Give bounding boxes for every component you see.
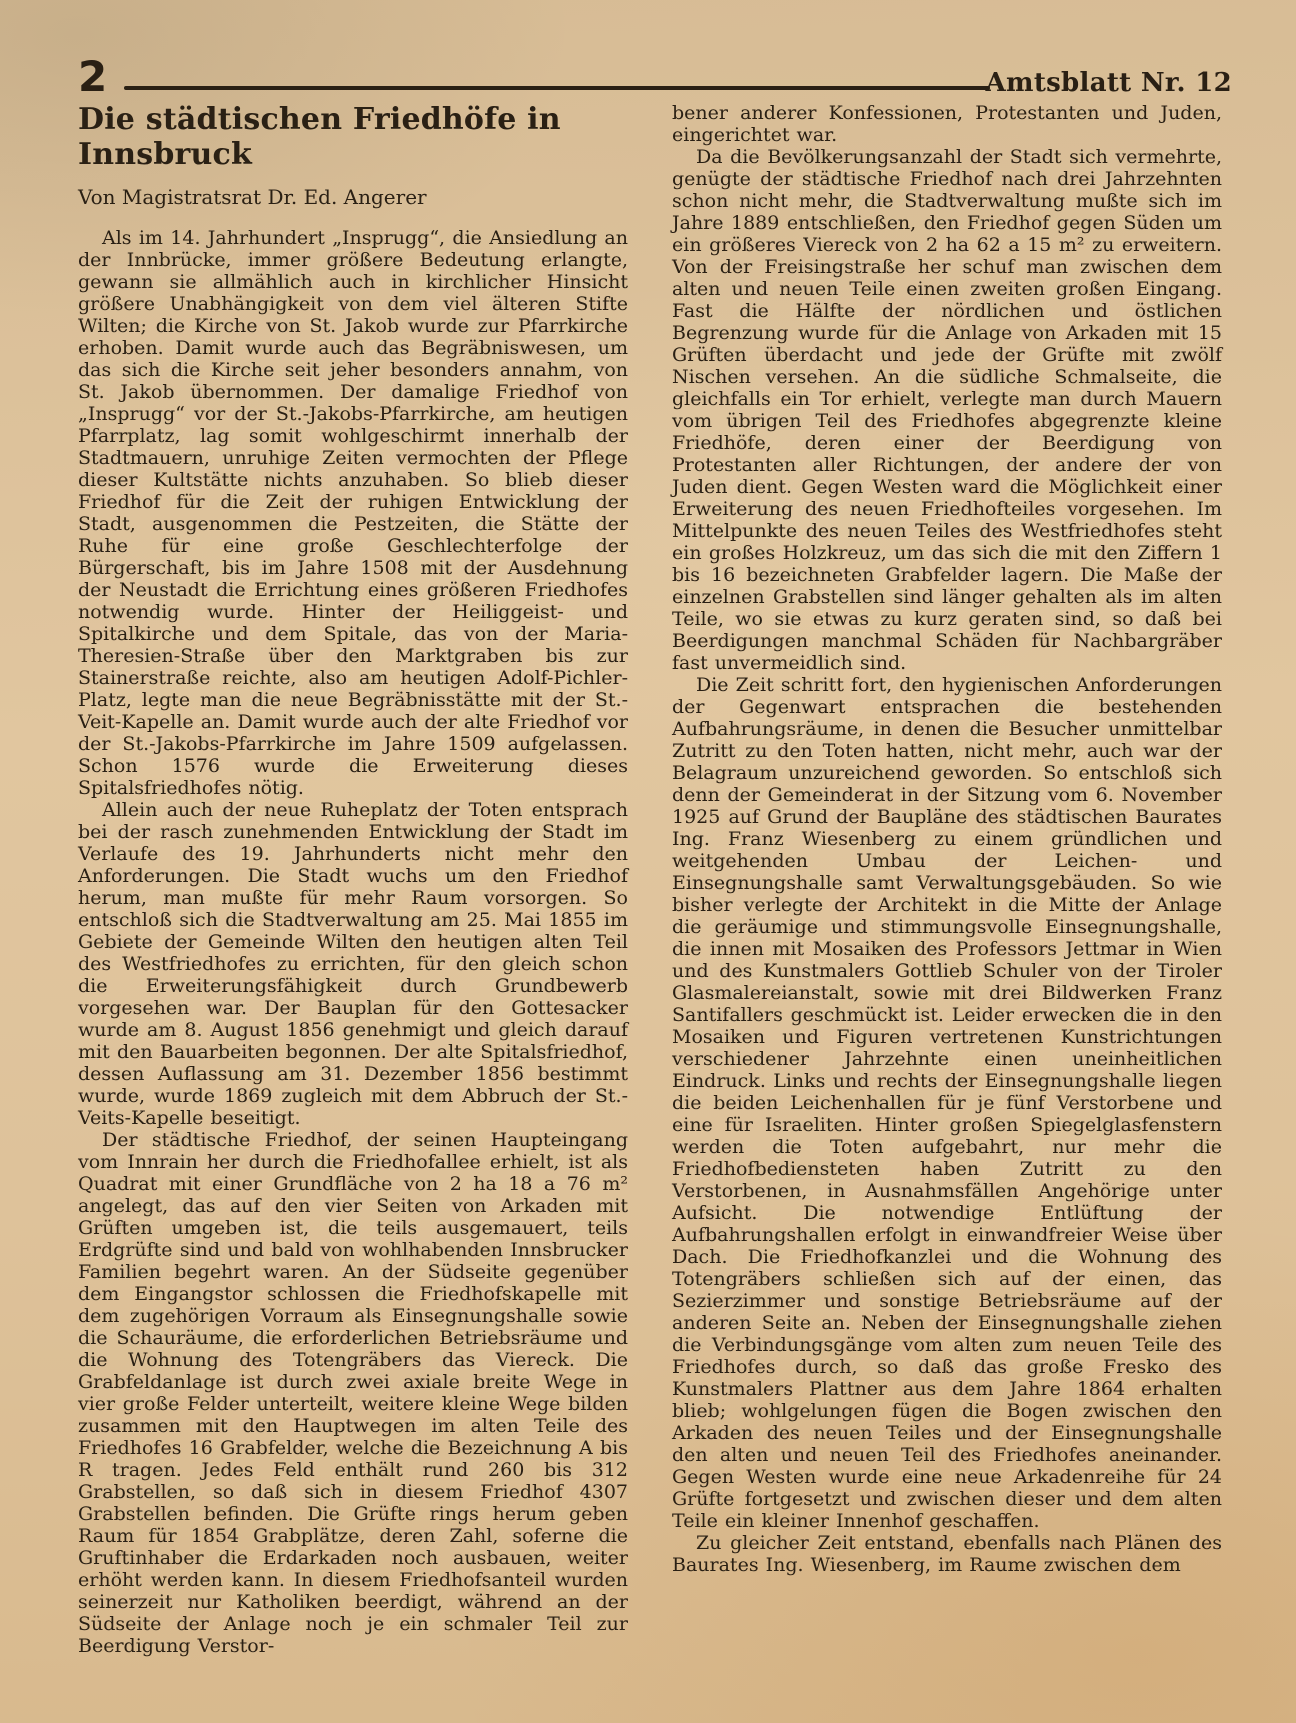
article-columns [78,102,1222,1693]
article-paragraph: Der städtische Friedhof, der seinen Haupteingang vom Innrain her durch die Friedhofallee erhielt, ist als Quadrat mit einer Grundfläche von 2 ha 18 a 76 m² angelegt, das auf den vier Seiten von Arkaden mit Grüften umgeben ist, die teils ausgemauert, teils Erdgrüfte sind und bald von wohlhabenden Innsbrucker Familien begehrt waren. An der Südseite gegenüber dem Eingangstor schlossen die Friedhofskapelle mit dem zugehörigen Vorraum als Einsegnungshalle sowie die Schauräume, die erforderlichen Betriebsräume und die Wohnung des Totengräbers das Viereck. Die Grabfeldanlage ist durch zwei axiale breite Wege in vier große Felder unterteilt, weitere kleine Wege bilden zusammen mit den Hauptwegen im alten Teile des Friedhofes 16 Grabfelder, welche die Bezeichnung A bis R tragen. Jedes Feld enthält rund 260 bis 312 Grabstellen, so daß sich in diesem Friedhof 4307 Grabstellen befinden. Die Grüfte rings herum geben Raum für 1854 Grabplätze, deren Zahl, soferne die Gruftinhaber die Erdarkaden noch ausbauen, weiter erhöht werden kann. In diesem Friedhofsanteil wurden seinerzeit nur Katholiken beerdigt, während an der Südseite der Anlage noch je ein schmaler Teil zur Beerdigung Verstor- [78,1128,628,1657]
article-paragraph-continuation: bener anderer Konfessionen, Protestanten und Juden, eingerichtet war. [672,102,1222,146]
left-column [78,102,628,1693]
article-paragraph: Die Zeit schritt fort, den hygienischen Anforderungen der Gegenwart entsprachen die bestehenden Aufbahrungsräume, in denen die Besucher unmittelbar Zutritt zu den Toten hatten, nicht mehr, auch war der Belagraum unzureichend geworden. So entschloß sich denn der Gemeinderat in der Sitzung vom 6. November 1925 auf Grund der Baupläne des städtischen Baurates Ing. Franz Wiesenberg zu einem gründlichen und weitgehenden Umbau der Leichen- und Einsegnungshalle samt Verwaltungsgebäuden. So wie bisher verlegte der Architekt in die Mitte der Anlage die geräumige und stimmungsvolle Einsegnungshalle, die innen mit Mosaiken des Professors Jettmar in Wien und des Kunstmalers Gottlieb Schuler von der Tiroler Glasmalereianstalt, sowie mit drei Bildwerken Franz Santifallers geschmückt ist. Leider erwecken die in den Mosaiken und Figuren vertretenen Kunstrichtungen verschiedener Jahrzehnte einen uneinheitlichen Eindruck. Links und rechts der Einsegnungshalle liegen die beiden Leichenhallen für je fünf Verstorbene und eine für Israeliten. Hinter großen Spiegelglasfenstern werden die Toten aufgebahrt, nur mehr die Friedhofbediensteten haben Zutritt zu den Verstorbenen, in Ausnahmsfällen Angehörige unter Aufsicht. Die notwendige Entlüftung der Aufbahrungshallen erfolgt in einwandfreier Weise über Dach. Die Friedhofkanzlei und die Wohnung des Totengräbers schließen sich auf der einen, das Sezierzimmer und sonstige Betriebsräume auf der anderen Seite an. Neben der Einsegnungshalle ziehen die Verbindungsgänge vom alten zum neuen Teile des Friedhofes durch, so daß das große Fresko des Kunstmalers Plattner aus dem Jahre 1864 erhalten blieb; wohlgelungen fügen die Bogen zwischen den Arkaden des neuen Teiles und der Einsegnungshalle den alten und neuen Teil des Friedhofes aneinander. Gegen Westen wurde eine neue Arkadenreihe für 24 Grüfte fortgesetzt und zwischen dieser und dem alten Teile ein kleiner Innenhof geschaffen. [672,674,1222,1532]
article-paragraph: Da die Bevölkerungsanzahl der Stadt sich vermehrte, genügte der städtische Friedhof nach drei Jahrzehnten schon nicht mehr, die Stadtverwaltung mußte sich im Jahre 1889 entschließen, den Friedhof gegen Süden um ein größeres Viereck von 2 ha 62 a 15 m² zu erweitern. Von der Freisingstraße her schuf man zwischen dem alten und neuen Teile einen zweiten großen Eingang. Fast die Hälfte der nördlichen und östlichen Begrenzung wurde für die Anlage von Arkaden mit 15 Grüften überdacht und jede der Grüfte mit zwölf Nischen versehen. An die südliche Schmalseite, die gleichfalls ein Tor erhielt, verlegte man durch Mauern vom übrigen Teil des Friedhofes abgegrenzte kleine Friedhöfe, deren einer der Beerdigung von Protestanten aller Richtungen, der andere der von Juden dient. Gegen Westen ward die Möglichkeit einer Erweiterung des neuen Friedhofteiles vorgesehen. Im Mittelpunkte des neuen Teiles des Westfriedhofes steht ein großes Holzkreuz, um das sich die mit den Ziffern 1 bis 16 bezeichneten Grabfelder lagern. Die Maße der einzelnen Grabstellen sind länger gehalten als im alten Teile, wo sie etwas zu kurz geraten sind, so daß bei Beerdigungen manchmal Schäden für Nachbargräber fast unvermeidlich sind. [672,146,1222,674]
header-rule [124,86,990,90]
article-paragraph: Als im 14. Jahrhundert „Insprugg“, die Ansiedlung an der Innbrücke, immer größere Bedeutung erlangte, gewann sie allmählich auch in kirchlicher Hinsicht größere Unabhängigkeit von dem viel älteren Stifte Wilten; die Kirche von St. Jakob wurde zur Pfarrkirche erhoben. Damit wurde auch das Begräbniswesen, um das sich die Kirche seit jeher besonders annahm, von St. Jakob übernommen. Der damalige Friedhof von „Insprugg“ vor der St.-Jakobs-Pfarrkirche, am heutigen Pfarrplatz, lag somit wohlgeschirmt innerhalb der Stadtmauern, unruhige Zeiten vermochten der Pflege dieser Kultstätte nichts anzuhaben. So blieb dieser Friedhof für die Zeit der ruhigen Entwicklung der Stadt, ausgenommen die Pestzeiten, die Stätte der Ruhe für eine große Geschlechterfolge der Bürgerschaft, bis im Jahre 1508 mit der Ausdehnung der Neustadt die Errichtung eines größeren Friedhofes notwendig wurde. Hinter der Heiliggeist- und Spitalkirche und dem Spitale, das von der Maria-Theresien-Straße über den Marktgraben bis zur Stainerstraße reichte, also am heutigen Adolf-Pichler-Platz, legte man die neue Begräbnisstätte mit der St.-Veit-Kapelle an. Damit wurde auch der alte Friedhof vor der St.-Jakobs-Pfarrkirche im Jahre 1509 aufgelassen. Schon 1576 wurde die Erweiterung dieses Spitalsfriedhofes nötig. [78,226,628,799]
article-title: Die städtischen Friedhöfe in Innsbruck [78,102,561,173]
right-column [672,102,1222,1693]
running-head [78,36,1232,101]
page-number: 2 [78,52,108,101]
article-paragraph: Zu gleicher Zeit entstand, ebenfalls nach Plänen des Baurates Ing. Wiesenberg, im Raume zwischen dem [672,1532,1222,1576]
masthead-title: Amtsblatt Nr. 12 [985,68,1232,98]
article-paragraph: Allein auch der neue Ruheplatz der Toten entsprach bei der rasch zunehmenden Entwicklung der Stadt im Verlaufe des 19. Jahrhunderts nicht mehr den Anforderungen. Die Stadt wuchs um den Friedhof herum, man mußte für mehr Raum vorsorgen. So entschloß sich die Stadtverwaltung am 25. Mai 1855 im Gebiete der Gemeinde Wilten den heutigen alten Teil des Westfriedhofes zu errichten, für den gleich schon die Erweiterungsfähigkeit durch Grundbewerb vorgesehen war. Der Bauplan für den Gottesacker wurde am 8. August 1856 genehmigt und gleich darauf mit den Bauarbeiten begonnen. Der alte Spitalsfriedhof, dessen Auflassung am 31. Dezember 1856 bestimmt wurde, wurde 1869 zugleich mit dem Abbruch der St.-Veits-Kapelle beseitigt. [78,798,628,1129]
article-byline: Von Magistratsrat Dr. Ed. Angerer [78,184,427,209]
